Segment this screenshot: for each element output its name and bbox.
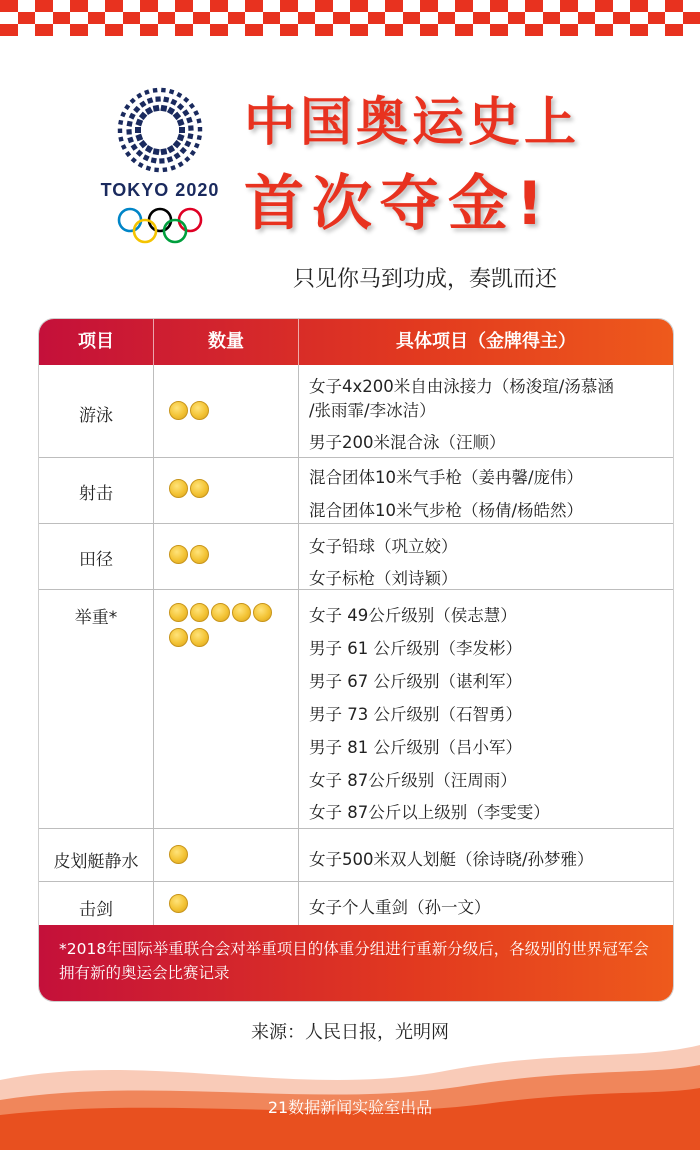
title-line-1: 中国奥运史上 xyxy=(244,93,581,153)
emblem-piece xyxy=(144,89,150,95)
medal-table xyxy=(38,318,674,1002)
emblem-piece xyxy=(184,140,191,147)
emblem-piece xyxy=(135,119,143,127)
footnote: *2018年国际举重联合会对举重项目的体重分组进行重新分级后，各级别的世界冠军会拥有新的奥运会比赛记录 xyxy=(39,925,673,1001)
emblem-piece xyxy=(143,154,150,161)
emblem-piece xyxy=(126,129,132,135)
emblem-piece xyxy=(177,103,184,110)
emblem-piece xyxy=(178,161,184,167)
emblem-piece xyxy=(145,145,153,153)
emblem-piece xyxy=(183,97,189,103)
emblem-piece xyxy=(136,93,142,99)
emblem-piece xyxy=(147,97,154,104)
gold-coin-icon xyxy=(169,845,188,864)
event-item: 女子个人重剑（孙一文） xyxy=(309,898,491,917)
gold-coin-icon xyxy=(169,545,188,564)
emblem-piece xyxy=(139,112,147,120)
event-item: 女子 49公斤级别（侯志慧） xyxy=(309,606,517,625)
gold-coin-icon xyxy=(190,401,209,420)
emblem-piece xyxy=(161,88,166,93)
emblem-piece xyxy=(196,118,201,123)
gold-coin-icon xyxy=(169,894,188,913)
gold-coin-icon xyxy=(169,401,188,420)
emblem-piece xyxy=(138,162,144,168)
emblem-piece xyxy=(170,99,177,106)
event-item: 混合团体10米气步枪（杨倩/杨皓然） xyxy=(309,501,584,520)
event-item: 男子 81 公斤级别（吕小军） xyxy=(309,738,522,757)
gold-coin-icon xyxy=(169,603,188,622)
emblem-piece xyxy=(121,144,127,150)
sport-name: 击剑 xyxy=(79,900,113,920)
emblem-piece xyxy=(179,127,185,133)
gold-coin-icon xyxy=(190,545,209,564)
emblem-piece xyxy=(173,152,180,159)
emblem-piece xyxy=(127,121,133,127)
emblem-piece xyxy=(163,97,169,103)
header-events: 具体项目（金牌得主） xyxy=(396,331,576,352)
emblem-piece xyxy=(186,117,193,124)
emblem-piece xyxy=(136,150,143,157)
emblem-piece xyxy=(167,156,174,163)
emblem-piece xyxy=(160,148,167,155)
emblem-piece xyxy=(159,158,165,164)
emblem-piece xyxy=(173,140,181,148)
emblem-piece xyxy=(139,140,147,148)
event-item: 男子 61 公斤级别（李发彬） xyxy=(309,639,522,658)
emblem-piece xyxy=(135,127,141,133)
gold-coin-icon xyxy=(190,603,209,622)
emblem-piece xyxy=(145,107,153,115)
emblem-piece xyxy=(151,157,157,163)
emblem-piece xyxy=(188,125,194,131)
emblem-piece xyxy=(153,105,160,112)
emblem-piece xyxy=(187,133,193,139)
gold-coin-icon xyxy=(190,479,209,498)
emblem-piece xyxy=(133,106,140,113)
header-count: 数量 xyxy=(208,331,244,352)
event-item: 女子标枪（刘诗颖） xyxy=(309,569,458,588)
gold-coins xyxy=(169,894,289,913)
gold-coins xyxy=(169,401,289,420)
emblem-piece xyxy=(124,104,130,110)
source-text: 来源：人民日报，光明网 xyxy=(251,1022,449,1043)
event-item: 混合团体10米气手枪（姜冉馨/庞伟） xyxy=(309,468,584,487)
tokyo-2020-emblem-icon xyxy=(100,82,220,182)
emblem-piece xyxy=(180,147,187,154)
gold-coin-icon xyxy=(232,603,251,622)
gold-coin-icon xyxy=(211,603,230,622)
event-item: 男子200米混合泳（汪顺） xyxy=(309,433,506,452)
event-item: 女子4x200米自由泳接力（杨浚瑄/汤慕涵 xyxy=(309,377,614,396)
event-item: /张雨霏/李冰洁） xyxy=(309,401,436,420)
emblem-piece xyxy=(125,151,131,157)
emblem-piece xyxy=(118,120,123,125)
emblem-piece xyxy=(167,145,175,153)
emblem-piece xyxy=(169,89,174,94)
emblem-piece xyxy=(194,143,200,149)
emblem-piece xyxy=(131,143,138,150)
sport-name: 田径 xyxy=(79,550,113,570)
gold-coin-icon xyxy=(253,603,272,622)
event-item: 女子铅球（巩立姣） xyxy=(309,537,458,556)
header-sport: 项目 xyxy=(78,331,114,352)
sport-name: 射击 xyxy=(79,484,113,504)
emblem-piece xyxy=(189,103,195,109)
emblem-piece xyxy=(182,109,189,116)
emblem-piece xyxy=(160,105,167,112)
event-item: 女子 87公斤以上级别（李雯雯） xyxy=(309,803,550,822)
emblem-piece xyxy=(129,113,136,120)
emblem-piece xyxy=(184,156,190,162)
emblem-piece xyxy=(197,135,202,140)
checker-border xyxy=(0,0,700,36)
sport-name: 皮划艇静水 xyxy=(53,852,139,872)
emblem-piece xyxy=(135,134,143,142)
emblem-piece xyxy=(127,137,134,144)
sport-name: 游泳 xyxy=(79,406,113,426)
emblem-piece xyxy=(118,129,122,133)
emblem-piece xyxy=(130,98,136,104)
emblem-piece xyxy=(177,134,185,142)
event-item: 男子 73 公斤级别（石智勇） xyxy=(309,705,522,724)
emblem-piece xyxy=(176,92,182,98)
subtitle: 只见你马到功成，奏凯而还 xyxy=(292,267,557,292)
olympic-rings-icon xyxy=(114,206,206,246)
gold-coins xyxy=(169,545,289,564)
emblem-piece xyxy=(153,88,158,93)
emblem-piece xyxy=(193,110,199,116)
emblem-piece xyxy=(139,101,146,108)
event-item: 女子 87公斤级别（汪周雨） xyxy=(309,771,517,790)
event-item: 女子500米双人划艇（徐诗晓/孙梦雅） xyxy=(309,850,594,869)
emblem-piece xyxy=(153,148,160,155)
sport-name: 举重* xyxy=(74,608,118,628)
gold-coins xyxy=(169,845,289,864)
emblem-piece xyxy=(146,166,151,171)
emblem-piece xyxy=(155,96,161,102)
emblem-piece xyxy=(167,107,175,115)
tokyo-2020-logo xyxy=(100,82,220,247)
emblem-piece xyxy=(170,165,176,171)
gold-coin-icon xyxy=(169,479,188,498)
gold-coin-icon xyxy=(169,628,188,647)
credit-text: 21数据新闻实验室出品 xyxy=(267,1098,433,1117)
event-item: 男子 67 公斤级别（谌利军） xyxy=(309,672,522,691)
emblem-piece xyxy=(173,112,181,120)
gold-coin-icon xyxy=(190,628,209,647)
logo-text: TOKYO 2020 xyxy=(100,180,220,200)
table-header xyxy=(39,319,673,365)
emblem-piece xyxy=(154,168,159,173)
gold-coins xyxy=(169,603,291,653)
emblem-piece xyxy=(162,167,167,172)
emblem-piece xyxy=(118,136,123,141)
emblem-piece xyxy=(198,127,202,131)
title-line-2: 首次夺金! xyxy=(244,169,552,239)
gold-coins xyxy=(169,479,289,498)
emblem-piece xyxy=(190,150,196,156)
emblem-piece xyxy=(177,119,185,127)
emblem-piece xyxy=(131,157,137,163)
emblem-piece xyxy=(120,112,126,118)
